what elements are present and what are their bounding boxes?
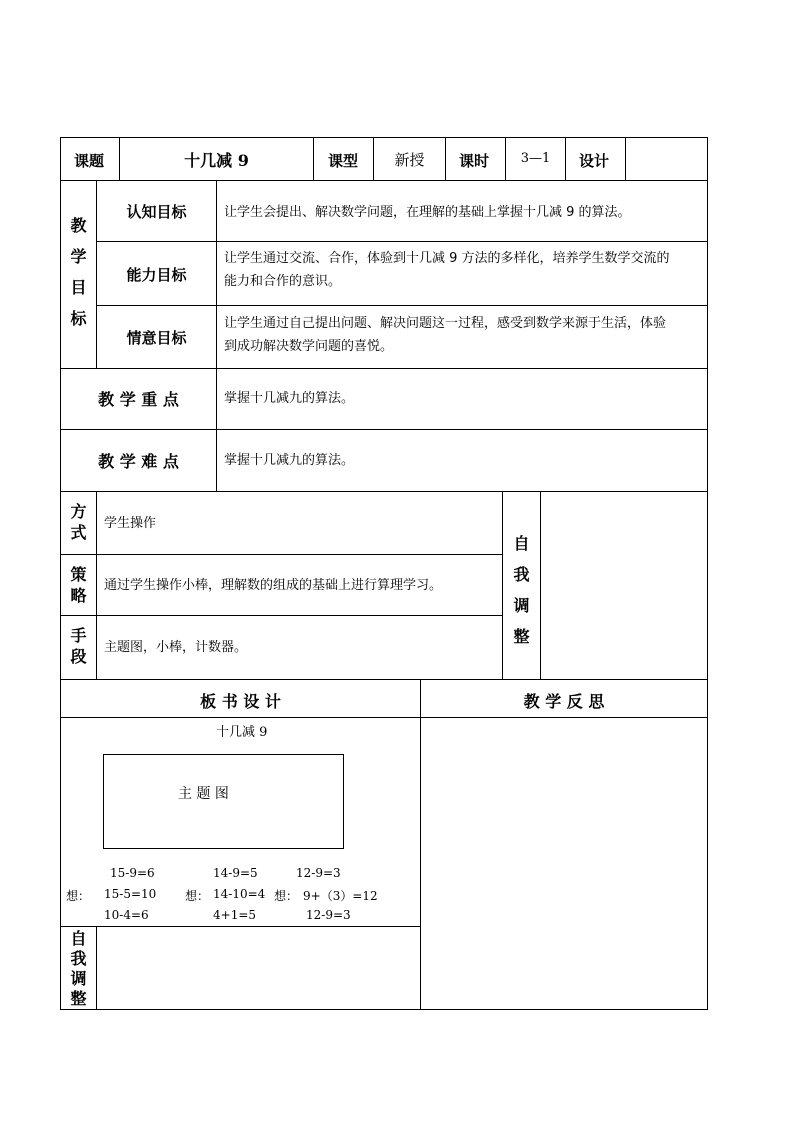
board-design-header: 板 书 设 计 — [200, 692, 281, 711]
means-label: 手 段 — [70, 626, 87, 666]
affective-objective-text-line1: 让学生通过自己提出问题、解决问题这一过程，感受到数学来源于生活，体验 — [224, 316, 667, 331]
objectives-group-label: 教 学 目 标 — [70, 216, 87, 328]
type-value: 新授 — [394, 151, 425, 169]
board-divider — [420, 679, 421, 1010]
strategy-text: 通过学生操作小棒，理解数的组成的基础上进行算理学习。 — [104, 578, 443, 593]
board-title: 十几减 9 — [216, 725, 268, 740]
table-bottom-border — [60, 1009, 708, 1010]
methods-divider — [96, 491, 97, 679]
table-top-border — [60, 137, 708, 138]
keypoint-text: 掌握十几减九的算法。 — [224, 391, 355, 406]
objectives-divider — [216, 180, 217, 492]
teaching-reflection-header: 教 学 反 思 — [523, 692, 605, 711]
means-text: 主题图，小棒，计数器。 — [104, 640, 248, 655]
cognitive-objective-label: 认知目标 — [126, 203, 187, 221]
board-eq: 14-10=4 — [213, 887, 266, 901]
table-right-border — [707, 137, 708, 1010]
difficulty-label: 教 学 难 点 — [98, 452, 179, 471]
difficulty-text: 掌握十几减九的算法。 — [224, 453, 355, 468]
objectives-row-line — [96, 305, 708, 306]
affective-objective-label: 情意目标 — [126, 329, 187, 347]
board-eq: 15-9=6 — [110, 866, 155, 880]
ability-objective-label: 能力目标 — [126, 266, 187, 284]
board-eq: 9+（3）=12 — [303, 889, 378, 903]
self-adjust-label-2: 自 我 调 整 — [70, 929, 87, 1008]
method-text: 学生操作 — [104, 516, 157, 531]
board-think: 想： — [274, 889, 299, 903]
topic-value: 十几减 9 — [184, 151, 249, 170]
board-eq: 15-5=10 — [104, 887, 157, 901]
header-divider — [313, 137, 314, 180]
header-divider — [565, 137, 566, 180]
affective-objective-text-line2: 到成功解决数学问题的喜悦。 — [224, 339, 394, 354]
cognitive-objective-text: 让学生会提出、解决数学问题，在理解的基础上掌握十几减 9 的算法。 — [224, 205, 631, 220]
method-label: 方 式 — [70, 502, 87, 542]
ability-objective-text-line1: 让学生通过交流、合作，体验到十几减 9 方法的多样化，培养学生数学交流的 — [224, 251, 670, 266]
ability-objective-text-line2: 能力和合作的意识。 — [224, 274, 342, 289]
selfadjust2-divider — [96, 926, 97, 1010]
objectives-row-line — [96, 241, 708, 242]
type-label: 课型 — [328, 152, 359, 170]
board-eq: 12-9=3 — [296, 866, 341, 880]
header-divider — [445, 137, 446, 180]
keypoint-label: 教 学 重 点 — [98, 390, 179, 409]
difficulty-bottom — [60, 491, 708, 492]
board-eq: 14-9=5 — [213, 866, 258, 880]
keypoint-bottom — [60, 429, 708, 430]
board-eq: 12-9=3 — [306, 908, 351, 922]
methods-row-line — [60, 554, 503, 555]
board-header-bottom — [60, 717, 708, 718]
board-content-bottom — [60, 926, 421, 927]
period-value: 3—1 — [520, 151, 551, 166]
self-adjust-label: 自 我 调 整 — [513, 534, 530, 646]
strategy-label: 策 略 — [70, 565, 87, 605]
design-label: 设计 — [579, 152, 610, 170]
board-think: 想： — [185, 889, 210, 903]
period-label: 课时 — [459, 152, 490, 170]
methods-bottom — [60, 679, 708, 680]
header-divider — [625, 137, 626, 180]
objectives-bottom — [60, 368, 708, 369]
methods-row-line — [60, 615, 503, 616]
topic-label: 课题 — [74, 152, 105, 170]
board-think: 想： — [66, 889, 91, 903]
methods-divider — [540, 491, 541, 679]
board-eq: 4+1=5 — [213, 908, 257, 922]
board-eq: 10-4=6 — [104, 908, 149, 922]
theme-picture-label: 主 题 图 — [178, 786, 229, 802]
header-row-bottom — [60, 180, 708, 181]
